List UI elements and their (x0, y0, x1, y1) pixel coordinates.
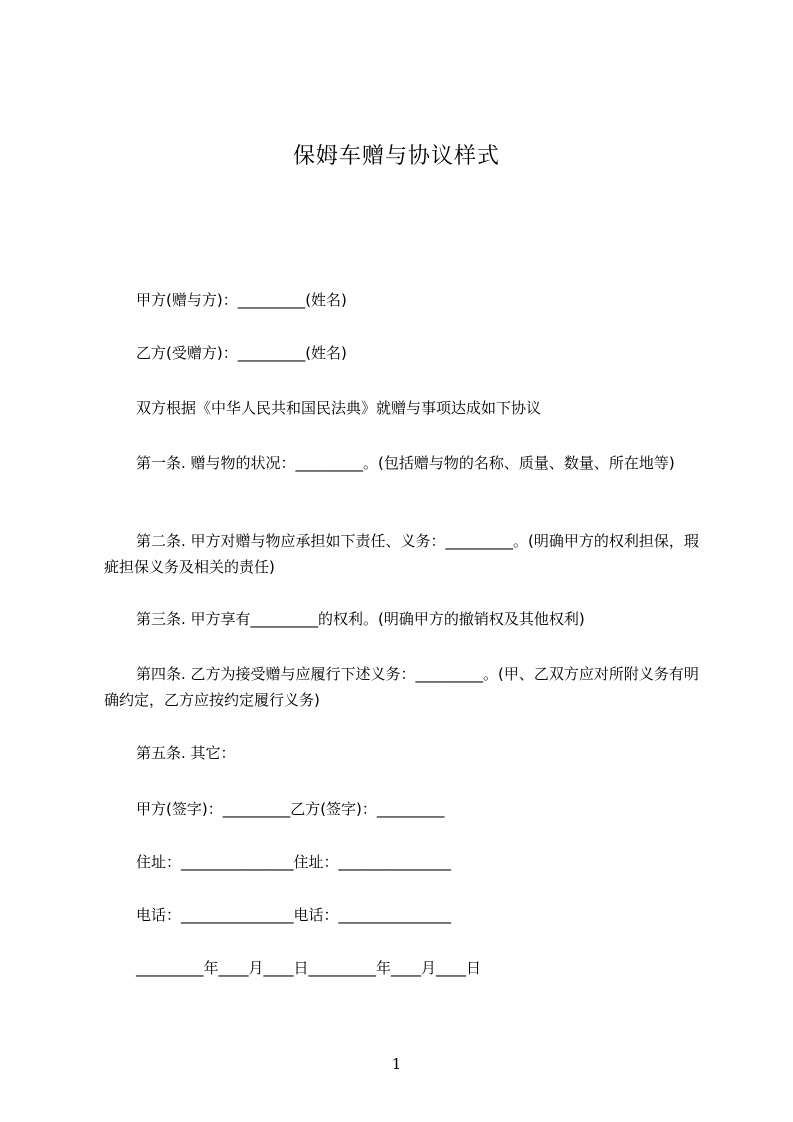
document-title: 保姆车赠与协议样式 (292, 144, 500, 169)
address-line: 住址：_______________住址：_______________ (136, 853, 452, 871)
clause-2: 第二条. 甲方对赠与物应承担如下责任、义务：_________。(明确甲方的权利担保，瑕疵担保义务及相关的责任) (104, 532, 699, 576)
clause-1: 第一条. 赠与物的状况：_________。(包括赠与物的名称、质量、数量、所在地等) (136, 454, 675, 472)
phone-line: 电话：_______________电话：_______________ (136, 906, 452, 924)
date-line: _________年____月____日_________年____月____日 (136, 959, 482, 977)
party-b-line: 乙方(受赠方)：_________(姓名) (136, 344, 347, 362)
clause-5: 第五条. 其它： (136, 744, 236, 762)
page-number: 1 (391, 1055, 402, 1073)
party-a-line: 甲方(赠与方)：_________(姓名) (136, 291, 347, 309)
clause-3: 第三条. 甲方享有_________的权利。(明确甲方的撤销权及其他权利) (136, 610, 585, 628)
preamble-text: 双方根据《中华人民共和国民法典》就赠与事项达成如下协议 (136, 399, 542, 417)
signature-line: 甲方(签字)：_________乙方(签字)：_________ (136, 800, 445, 818)
clause-4: 第四条. 乙方为接受赠与应履行下述义务：_________。(甲、乙双方应对所附义务有明确约定，乙方应按约定履行义务) (104, 665, 699, 709)
